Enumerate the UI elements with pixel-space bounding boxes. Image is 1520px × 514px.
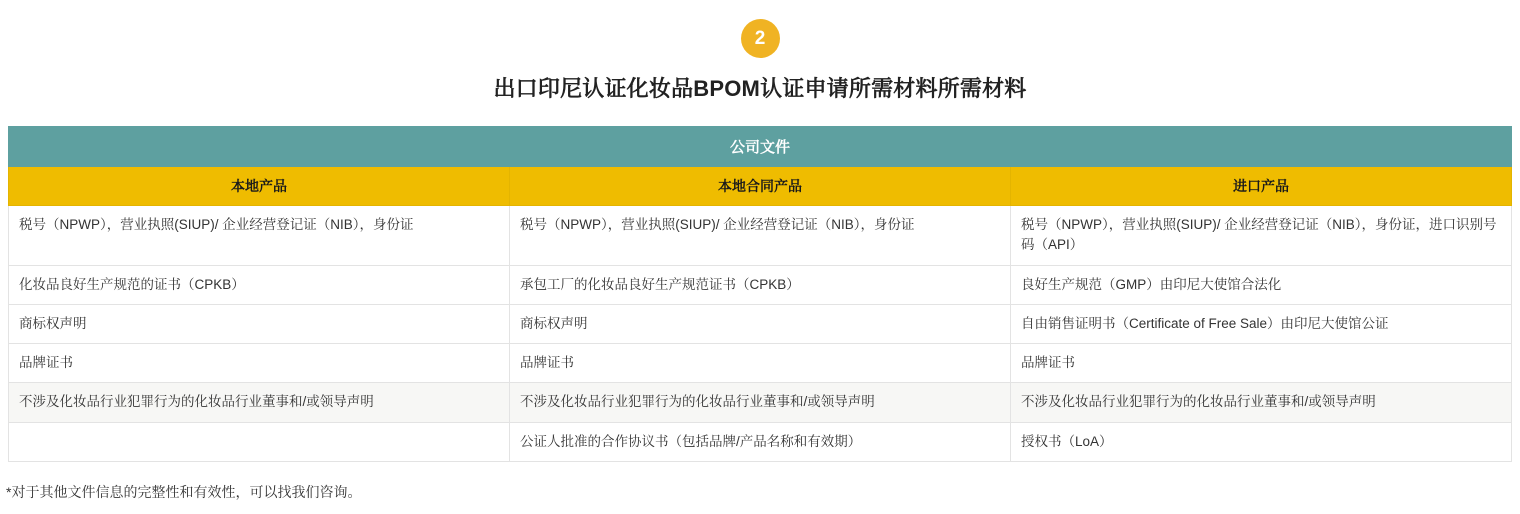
document-table-container	[8, 126, 1512, 462]
footnote: *对于其他文件信息的完整性和有效性，可以找我们咨询。	[6, 483, 362, 500]
table-cell: 良好生产规范（GMP）由印尼大使馆合法化	[1011, 265, 1512, 304]
table-cell	[9, 422, 510, 461]
table-cell: 公证人批准的合作协议书（包括品牌/产品名称和有效期）	[510, 422, 1011, 461]
table-cell: 商标权声明	[9, 304, 510, 343]
table-row	[9, 422, 1512, 461]
table-header-row	[9, 167, 1512, 206]
column-header-local-product: 本地产品	[9, 167, 510, 206]
requirements-table	[8, 126, 1512, 462]
table-cell: 不涉及化妆品行业犯罪行为的化妆品行业董事和/或领导声明	[9, 383, 510, 422]
table-cell: 自由销售证明书（Certificate of Free Sale）由印尼大使馆公证	[1011, 304, 1512, 343]
table-cell: 授权书（LoA）	[1011, 422, 1512, 461]
table-cell: 商标权声明	[510, 304, 1011, 343]
table-cell: 品牌证书	[510, 344, 1011, 383]
table-row	[9, 206, 1512, 266]
table-band-title: 公司文件	[9, 127, 1512, 167]
column-header-local-contract-product: 本地合同产品	[510, 167, 1011, 206]
table-cell: 不涉及化妆品行业犯罪行为的化妆品行业董事和/或领导声明	[510, 383, 1011, 422]
table-row	[9, 304, 1512, 343]
table-cell: 税号（NPWP），营业执照(SIUP)/ 企业经营登记证（NIB），身份证	[9, 206, 510, 266]
table-cell: 化妆品良好生产规范的证书（CPKB）	[9, 265, 510, 304]
table-band-row	[9, 127, 1512, 167]
table-row	[9, 265, 1512, 304]
page-title: 出口印尼认证化妆品BPOM认证申请所需材料所需材料	[493, 76, 1027, 101]
table-cell: 不涉及化妆品行业犯罪行为的化妆品行业董事和/或领导声明	[1011, 383, 1512, 422]
table-cell: 承包工厂的化妆品良好生产规范证书（CPKB）	[510, 265, 1011, 304]
column-header-imported-product: 进口产品	[1011, 167, 1512, 206]
table-row	[9, 344, 1512, 383]
table-cell: 税号（NPWP），营业执照(SIUP)/ 企业经营登记证（NIB），身份证	[510, 206, 1011, 266]
step-badge-container	[0, 0, 1520, 58]
table-cell: 品牌证书	[1011, 344, 1512, 383]
step-badge: 2	[741, 19, 780, 58]
table-cell: 税号（NPWP），营业执照(SIUP)/ 企业经营登记证（NIB），身份证，进口识别号码（API）	[1011, 206, 1512, 266]
table-cell: 品牌证书	[9, 344, 510, 383]
table-row	[9, 383, 1512, 422]
